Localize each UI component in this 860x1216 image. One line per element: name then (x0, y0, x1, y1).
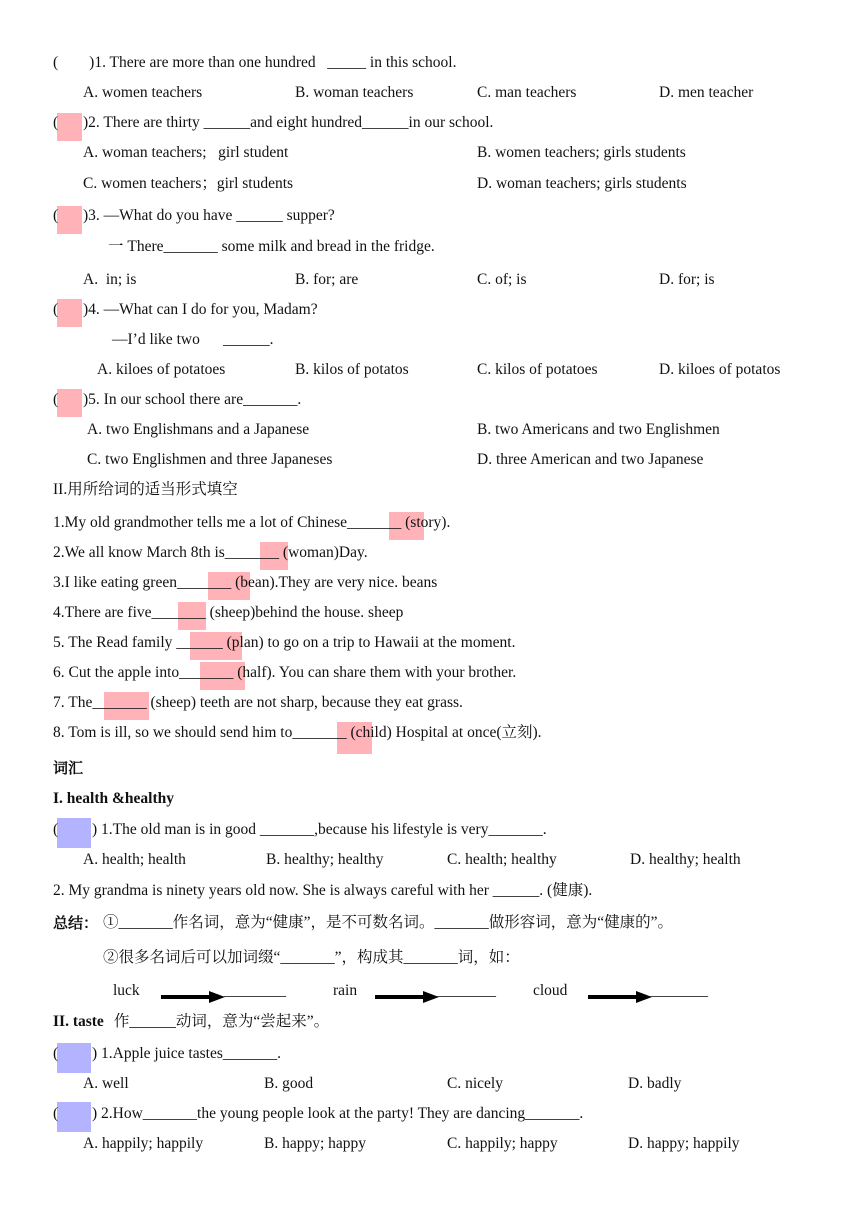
t2-paren: ( (53, 1105, 59, 1122)
answer-highlight-q3 (57, 206, 82, 234)
q1-stem: ( )1. There are more than one hundred _____ in this school. (53, 54, 457, 71)
t2-option-a: A. happily; happily (83, 1135, 204, 1152)
summary-line-2: ②很多名词后可以加词缀“_______”，构成其_______词，如： (103, 949, 520, 966)
q4-option-b: B. kilos of potatos (295, 361, 409, 378)
t1-stem: ) 1.Apple juice tastes_______. (92, 1045, 281, 1062)
answer-highlight-h1 (57, 818, 91, 848)
q4-stem: )4. —What can I do for you, Madam? (83, 301, 318, 318)
answer-highlight-q2 (57, 113, 82, 141)
q2-option-c: C. women teachers；girl students (83, 175, 294, 192)
taste-title: II. taste (53, 1013, 104, 1030)
t2-option-b: B. happy; happy (264, 1135, 367, 1152)
q3-paren: ( (53, 207, 59, 224)
q2-stem: )2. There are thirty ______and eight hundred______in our school. (83, 114, 494, 131)
q2-paren: ( (53, 114, 59, 131)
arrow-icon (161, 990, 231, 1010)
q3-option-d: D. for; is (659, 271, 715, 288)
q2-option-b: B. women teachers; girls students (477, 144, 686, 161)
q3-line2: 一 There_______ some milk and bread in the fridge. (108, 238, 435, 255)
section2-title: II.用所给词的适当形式填空 (53, 481, 238, 498)
fill-item-4: 4.There are five_______ (sheep)behind the house. sheep (53, 604, 404, 621)
fill-item-2: 2.We all know March 8th is_______ (woman)Day. (53, 544, 368, 561)
taste-description: 作______动词，意为“尝起来”。 (110, 1013, 330, 1030)
word-rain: rain (333, 982, 358, 999)
answer-highlight-t1 (57, 1043, 91, 1073)
h1-option-d: D. healthy; health (630, 851, 741, 868)
h1-option-a: A. health; health (83, 851, 186, 868)
word-luck: luck (113, 982, 140, 999)
t2-stem: ) 2.How_______the young people look at the party! They are dancing_______. (92, 1105, 584, 1122)
q3-option-b: B. for; are (295, 271, 359, 288)
answer-highlight-t2 (57, 1102, 91, 1132)
h1-paren: ( (53, 821, 59, 838)
q5-option-d: D. three American and two Japanese (477, 451, 704, 468)
fill-item-6: 6. Cut the apple into_______ (half). You can share them with your brother. (53, 664, 517, 681)
q4-option-c: C. kilos of potatoes (477, 361, 598, 378)
q3-option-a: A. in; is (83, 271, 137, 288)
health-title: I. health &healthy (53, 790, 174, 807)
q2-option-a: A. woman teachers; girl student (83, 144, 289, 161)
t1-option-b: B. good (264, 1075, 314, 1092)
q2-option-d: D. woman teachers; girls students (477, 175, 687, 192)
q4-paren: ( (53, 301, 59, 318)
t2-option-d: D. happy; happily (628, 1135, 740, 1152)
fill-item-3: 3.I like eating green_______ (bean).They are very nice. beans (53, 574, 438, 591)
fill-item-5: 5. The Read family ______ (plan) to go on a trip to Hawaii at the moment. (53, 634, 516, 651)
t1-option-d: D. badly (628, 1075, 682, 1092)
h1-option-c: C. health; healthy (447, 851, 557, 868)
answer-highlight-q5 (57, 389, 82, 417)
summary-label: 总结： (53, 914, 99, 932)
fill-item-1: 1.My old grandmother tells me a lot of Chinese_______ (story). (53, 514, 451, 531)
q5-option-c: C. two Englishmen and three Japaneses (87, 451, 333, 468)
q1-option-c: C. man teachers (477, 84, 577, 101)
answer-highlight-q4 (57, 299, 82, 327)
q5-stem: )5. In our school there are_______. (83, 391, 302, 408)
q3-option-c: C. of; is (477, 271, 527, 288)
q1-option-a: A. women teachers (83, 84, 203, 101)
t2-option-c: C. happily; happy (447, 1135, 558, 1152)
h2-sentence: 2. My grandma is ninety years old now. She is always careful with her ______. (健康). (53, 882, 593, 899)
t1-option-c: C. nicely (447, 1075, 503, 1092)
q5-paren: ( (53, 391, 59, 408)
q4-option-a: A. kiloes of potatoes (97, 361, 226, 378)
blank-cloud: ________ (646, 982, 708, 999)
q4-option-d: D. kiloes of potatos (659, 361, 781, 378)
q4-line2: —I’d like two ______. (112, 331, 274, 348)
fill-item-8: 8. Tom is ill, so we should send him to_______ (child) Hospital at once(立刻). (53, 724, 542, 741)
q1-option-d: D. men teacher (659, 84, 754, 101)
vocab-title: 词汇 (53, 759, 84, 777)
t1-paren: ( (53, 1045, 59, 1062)
fill-item-7: 7. The_______ (sheep) teeth are not sharp, because they eat grass. (53, 694, 463, 711)
t1-option-a: A. well (83, 1075, 129, 1092)
blank-rain: ________ (434, 982, 496, 999)
h1-option-b: B. healthy; healthy (266, 851, 384, 868)
h1-stem: ) 1.The old man is in good _______,because his lifestyle is very_______. (92, 821, 547, 838)
blank-luck: ________ (224, 982, 286, 999)
summary-line-1: ①_______作名词，意为“健康”，是不可数名词。_______做形容词，意为“健康的”。 (103, 914, 674, 931)
word-cloud: cloud (533, 982, 568, 999)
q5-option-a: A. two Englishmans and a Japanese (87, 421, 310, 438)
q5-option-b: B. two Americans and two Englishmen (477, 421, 720, 438)
q1-option-b: B. woman teachers (295, 84, 414, 101)
q3-stem: )3. —What do you have ______ supper? (83, 207, 335, 224)
